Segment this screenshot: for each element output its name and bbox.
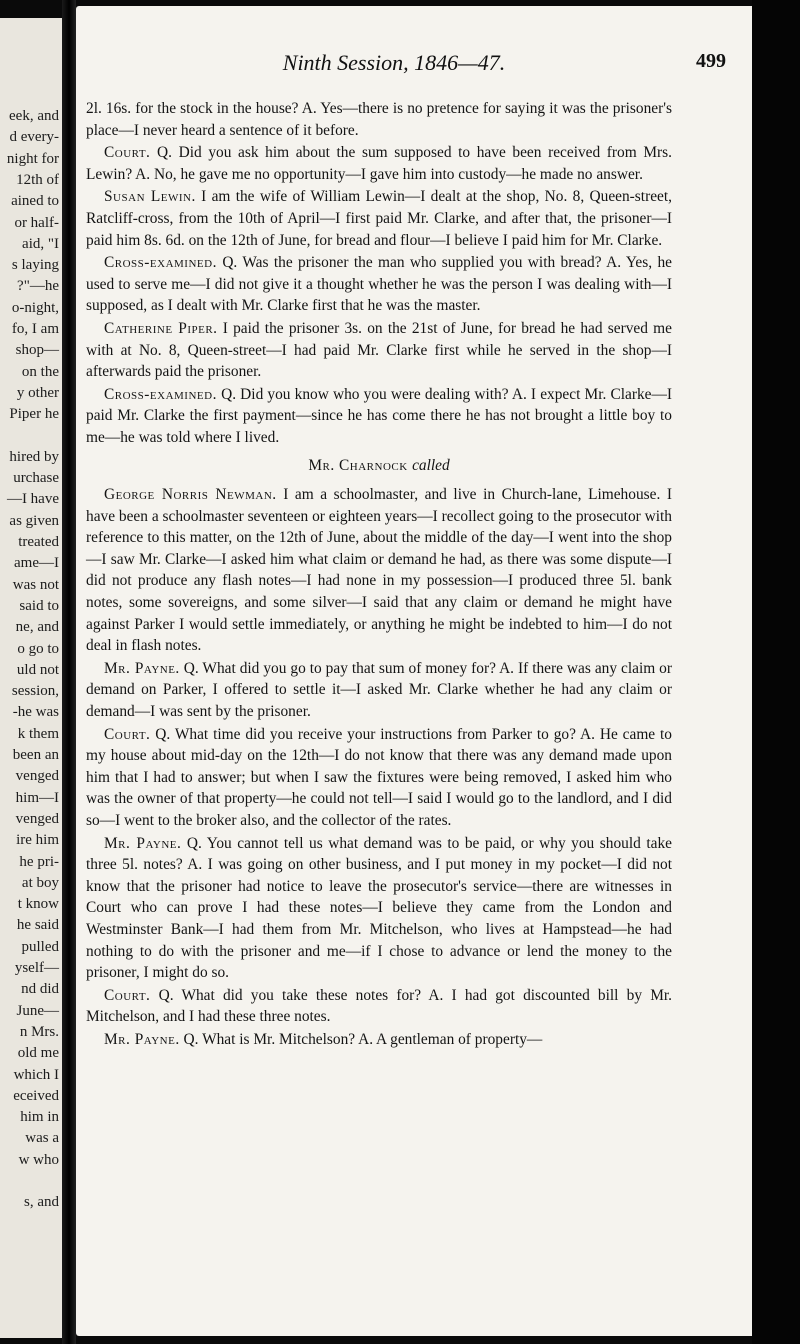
testimony-paragraph [86, 985, 672, 1028]
facing-page-fragment: ?"—he [17, 278, 59, 295]
facing-page-fragment: 12th of [16, 171, 59, 188]
facing-page-fragment: as given [9, 512, 59, 529]
facing-page-fragment: was a [25, 1130, 59, 1147]
facing-page-fragment: was not [12, 576, 59, 593]
testimony-paragraph [86, 252, 672, 317]
page-number: 499 [696, 50, 726, 72]
facing-page-fragment: -he was [12, 704, 59, 721]
speaker-label: Catherine Piper. [104, 319, 218, 337]
facing-page-fragment: urchase [13, 470, 59, 487]
testimony-paragraph [86, 833, 672, 984]
facing-page-fragment: o go to [17, 640, 59, 657]
testimony-paragraph [86, 724, 672, 832]
facing-page-fragment: treated [18, 534, 59, 550]
book-gutter [62, 0, 76, 1344]
called-word: called [412, 456, 450, 474]
speaker-label: Susan Lewin. [104, 188, 196, 206]
facing-page-fragment: night for [6, 150, 59, 167]
facing-page-fragment: him in [20, 1109, 59, 1126]
facing-page-fragment: o-night, [11, 299, 59, 316]
facing-page-fragment: ame—I [14, 555, 59, 572]
facing-page-edge [0, 18, 62, 1338]
testimony-text: Q. Did you ask him about the sum supposed to have been received from Mrs. Lewin? A. No, he gave me no opportunity—I gave him into custody—he made no answer. [86, 144, 672, 183]
speaker-label: Court. [104, 986, 151, 1004]
testimony-paragraph [86, 658, 672, 723]
speaker-label: Cross-examined. [104, 385, 217, 403]
facing-page-fragment: eek, and [9, 108, 59, 124]
facing-page-fragment: old me [17, 1045, 59, 1062]
facing-page-fragment: venged [15, 768, 59, 785]
page-header [76, 50, 752, 80]
speaker-label: Mr. Payne. [104, 659, 180, 677]
witness-called-line [86, 455, 672, 477]
facing-page-fragment: session, [11, 683, 59, 700]
testimony-text: I paid the prisoner 3s. on the 21st of June, for bread he had served me with at No. 8, Queen-street—I had paid Mr. Clarke first while he served in the shop—I afterwards paid the prisoner. [86, 319, 672, 381]
testimony-text: Q. Did you know who you were dealing with? A. I expect Mr. Clarke—I paid Mr. Clarke the first payment—since he has come there he has not brought a little boy to me—he was told where I lived. [86, 385, 672, 446]
facing-page-fragment: uld not [16, 661, 59, 678]
testimony-text: Q. What did you take these notes for? A. I had got discounted bill by Mr. Mitchelson, and I had these three notes. [86, 986, 673, 1026]
facing-page-fragment: ained to [11, 193, 59, 210]
facing-page-fragment: t know [17, 896, 59, 913]
facing-page-fragment: —I have [6, 491, 59, 508]
facing-page-fragment: hired by [9, 448, 59, 465]
facing-page-fragment: yself— [14, 960, 59, 976]
testimony-text: I am a schoolmaster, and live in Church-lane, Limehouse. I have been a schoolmaster seventeen or eighteen years—I recollect going to the prosecutor with reference to this matter, on the 12th of June, about the middle of the day—I went into the shop—I saw Mr. Clarke—I asked him what claim or demand he had, as there was some dispute—I did not produce any flash notes—I had none in my possession—I produced three 5l. bank notes, some sovereigns, and some silver—I said that any claim or demand he might have against Parker I would settle immediately, or anything he might be indebted to him—I do not deal in flash notes. [86, 486, 672, 655]
speaker-label: Court. [104, 144, 151, 162]
facing-page-fragment: he said [16, 917, 59, 934]
facing-page-fragment: s, and [24, 1194, 59, 1211]
testimony-paragraph [86, 186, 672, 251]
facing-page-fragment: k them [17, 725, 59, 742]
running-head: Ninth Session, 1846—47. [282, 50, 506, 75]
facing-page-fragment: June— [16, 1002, 59, 1019]
testimony-paragraph [86, 98, 672, 141]
facing-page-fragment: d every- [9, 129, 59, 146]
facing-page-fragment: which I [13, 1066, 59, 1083]
testimony-text: Q. What time did you receive your instructions from Parker to go? A. He came to my house about mid-day on the 12th—I do not know that there was any demand made upon him that I had to answer; but when I saw the fixtures were being removed, I asked him who was the owner of that property—he could not tell—I said I would go to the landlord, and I did so—I went to the broker also, and the collector of the rates. [86, 725, 672, 829]
testimony-text: I am the wife of William Lewin—I dealt at the shop, No. 8, Queen-street, Ratcliff-cross, from the 10th of April—I first paid Mr. Clarke, and after that, the prisoner—I paid him 8s. 6d. on the 12th of June, for bread and flour—I believe I paid him for Mr. Clarke. [86, 188, 672, 249]
facing-page-fragment: y other [16, 384, 59, 401]
speaker-label: Court. [104, 725, 151, 743]
facing-page-fragment: at boy [21, 874, 59, 891]
facing-page-fragment: eceived [13, 1087, 59, 1104]
facing-page-fragment: shop— [15, 342, 59, 359]
facing-page-fragment: ne, and [15, 619, 59, 636]
speaker-label: Mr. Payne. [104, 1030, 180, 1048]
facing-page-fragment: w who [18, 1151, 59, 1168]
facing-page-fragment: s laying [11, 257, 59, 274]
facing-page-fragment: venged [15, 810, 59, 827]
facing-page-fragment: or half- [14, 214, 59, 231]
facing-page-fragment: nd did [21, 981, 59, 998]
speaker-label: George Norris Newman. [104, 486, 277, 504]
facing-page-fragment: said to [19, 597, 59, 614]
testimony-text: 2l. 16s. for the stock in the house? A. Yes—there is no pretence for saying it was the prisoner's place—I never heard a sentence of it before. [86, 100, 672, 139]
transcript-body [86, 98, 672, 1052]
facing-page-fragment: been an [12, 747, 59, 763]
speaker-label: Cross-examined. [104, 254, 217, 272]
testimony-paragraph [86, 142, 672, 185]
speaker-label: Mr. Payne. [104, 834, 182, 852]
facing-page-fragment: n Mrs. [19, 1023, 59, 1040]
book-page [76, 6, 752, 1336]
testimony-paragraph [86, 318, 672, 383]
facing-page-fragment: Piper he [9, 406, 59, 423]
testimony-paragraph [86, 384, 672, 449]
testimony-paragraph [86, 1029, 672, 1051]
facing-page-fragment: aid, "I [22, 235, 59, 252]
testimony-text: Q. Was the prisoner the man who supplied you with bread? A. Yes, he used to serve me—I did not give it a thought whether he was the person I was dealing with—I supposed, as I dealt with Mr. Clarke first that he was the master. [86, 254, 672, 315]
background-shadow [752, 0, 800, 1344]
testimony-text: Q. What did you go to pay that sum of money for? A. If there was any claim or demand on Parker, I offered to settle it—I asked Mr. Clarke whether he had any claim or demand—I was sent by the prisoner. [86, 659, 672, 721]
facing-page-fragment: pulled [21, 938, 59, 955]
facing-page-fragment: on the [21, 363, 59, 380]
facing-page-fragment: he pri- [19, 853, 59, 870]
facing-page-fragment: ire him [16, 832, 59, 849]
testimony-text: Q. What is Mr. Mitchelson? A. A gentleman of property— [183, 1030, 543, 1048]
facing-page-fragment: fo, I am [11, 321, 59, 337]
testimony-paragraph [86, 484, 672, 657]
called-name: Mr. Charnock [308, 456, 408, 474]
testimony-text: Q. You cannot tell us what demand was to be paid, or why you should take three 5l. notes? A. I was going on other business, and I put money in my pocket—I did not know that the prisoner had notice to leave the prosecutor's service—there are witnesses in Court who can prove I had these notes—I believe they came from the London and Westminster Bank—I had them from Mr. Mitchelson, who lives at Hampstead—he had nothing to do with the prisoner and me—if I chose to advance or lend the money to the prisoner, I might do so. [86, 834, 672, 982]
facing-page-fragment: him—I [15, 789, 59, 806]
